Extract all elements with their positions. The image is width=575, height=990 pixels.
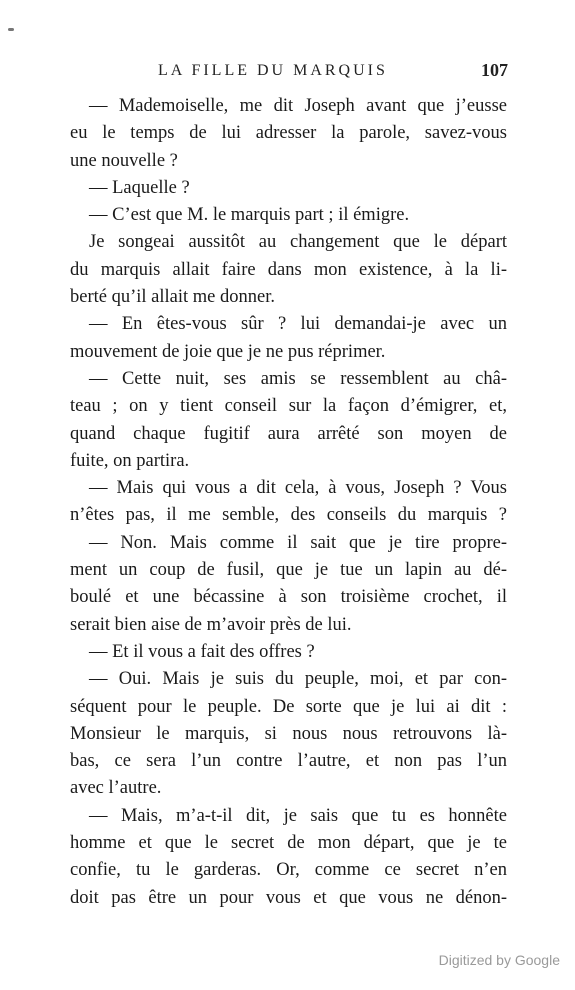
text-line: teau ; on y tient conseil sur la façon d’émigrer, et,	[70, 396, 507, 417]
scan-speck	[8, 28, 14, 31]
text-line: Monsieur le marquis, si nous nous retrouvons là-	[70, 723, 507, 744]
text-line: berté qu’il allait me donner.	[70, 287, 275, 308]
running-title: LA FILLE DU MARQUIS	[158, 62, 388, 79]
page-header	[70, 60, 510, 86]
page-number: 107	[481, 60, 508, 80]
text-line: — En êtes-vous sûr ? lui demandai-je avec un	[89, 314, 507, 335]
text-line: — Cette nuit, ses amis se ressemblent au châ-	[89, 368, 507, 389]
text-line: — Et il vous a fait des offres ?	[89, 641, 315, 662]
text-line: séquent pour le peuple. De sorte que je lui ai dit :	[70, 696, 507, 717]
text-line: fuite, on partira.	[70, 450, 190, 471]
text-line: serait bien aise de m’avoir près de lui.	[70, 614, 352, 635]
digitization-watermark: Digitized by Google	[438, 952, 560, 968]
text-line: confie, tu le garderas. Or, comme ce secret n’en	[70, 860, 507, 881]
text-line: — Oui. Mais je suis du peuple, moi, et par con-	[89, 669, 507, 690]
text-line: une nouvelle ?	[70, 150, 178, 171]
text-line: doit pas être un pour vous et que vous ne dénon-	[70, 887, 507, 908]
text-line: n’êtes pas, il me semble, des conseils du marquis ?	[70, 505, 507, 526]
text-line: mouvement de joie que je ne pus réprimer.	[70, 341, 386, 362]
text-line: eu le temps de lui adresser la parole, savez-vous	[70, 123, 507, 144]
text-line: homme et que le secret de mon départ, que je te	[70, 833, 507, 854]
text-line: avec l’autre.	[70, 778, 162, 799]
text-line: boulé et une bécassine à son troisième crochet, il	[70, 587, 507, 608]
text-line: — Mais, m’a-t-il dit, je sais que tu es honnête	[89, 805, 507, 826]
text-line: quand chaque fugitif aura arrêté son moyen de	[70, 423, 507, 444]
body-text	[70, 93, 507, 912]
text-line: — Mais qui vous a dit cela, à vous, Joseph ? Vous	[89, 478, 507, 499]
text-line: — Laquelle ?	[89, 177, 190, 198]
text-line: — Non. Mais comme il sait que je tire propre-	[89, 532, 507, 553]
text-line: Je songeai aussitôt au changement que le départ	[89, 232, 507, 253]
text-line: — C’est que M. le marquis part ; il émigre.	[89, 205, 410, 226]
text-line: bas, ce sera l’un contre l’autre, et non pas l’un	[70, 751, 507, 772]
text-line: du marquis allait faire dans mon existence, à la li-	[70, 259, 507, 280]
text-line: ment un coup de fusil, que je tue un lapin au dé-	[70, 560, 507, 581]
text-line: — Mademoiselle, me dit Joseph avant que j’eusse	[89, 96, 507, 116]
